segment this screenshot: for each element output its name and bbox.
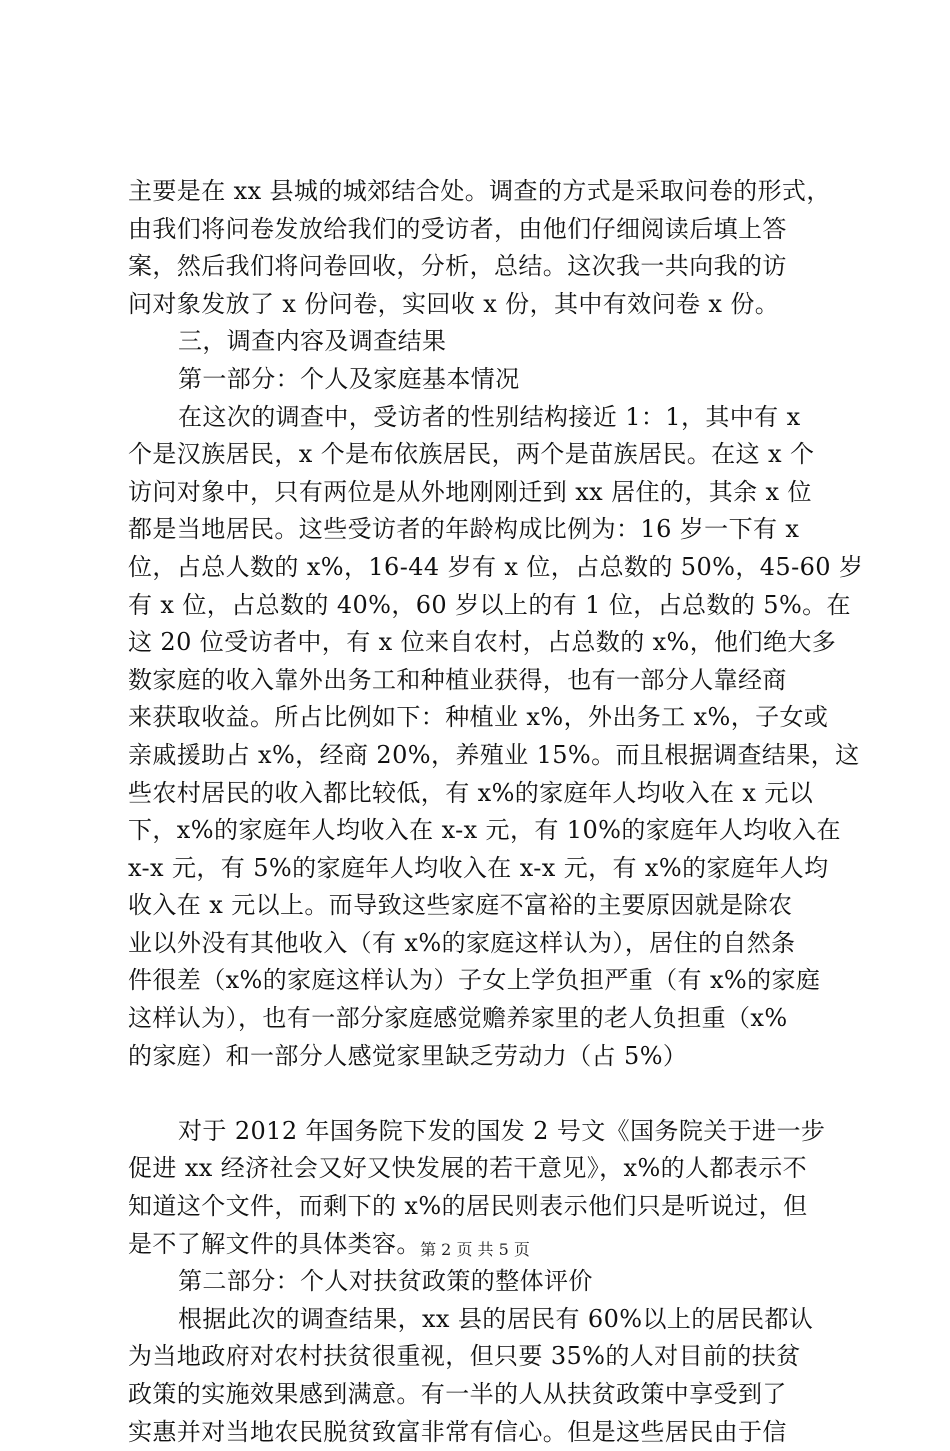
text-line: 促进 xx 经济社会又好又快发展的若干意见》，x%的人都表示不 bbox=[128, 1154, 808, 1183]
subsection-heading: 第二部分：个人对扶贫政策的整体评价 bbox=[178, 1267, 593, 1296]
text-line: 访问对象中，只有两位是从外地刚刚迁到 xx 居住的，其余 x 位 bbox=[128, 477, 812, 506]
text-line: 业以外没有其他收入（有 x%的家庭这样认为），居住的自然条 bbox=[128, 928, 796, 957]
text-line: 问对象发放了 x 份问卷，实回收 x 份，其中有效问卷 x 份。 bbox=[128, 289, 780, 318]
text-line: 的家庭）和一部分人感觉家里缺乏劳动力（占 5%） bbox=[128, 1041, 688, 1070]
text-line: 知道这个文件，而剩下的 x%的居民则表示他们只是听说过，但 bbox=[128, 1192, 808, 1221]
text-line: 下，x%的家庭年人均收入在 x-x 元，有 10%的家庭年人均收入在 bbox=[128, 816, 841, 845]
text-line: 由我们将问卷发放给我们的受访者，由他们仔细阅读后填上答 bbox=[128, 214, 787, 243]
text-line: 数家庭的收入靠外出务工和种植业获得，也有一部分人靠经商 bbox=[128, 665, 787, 694]
text-line: 对于 2012 年国务院下发的国发 2 号文《国务院关于进一步 bbox=[178, 1116, 826, 1145]
text-line: 为当地政府对农村扶贫很重视，但只要 35%的人对目前的扶贫 bbox=[128, 1342, 801, 1371]
page-number-footer: 第 2 页 共 5 页 bbox=[420, 1240, 530, 1259]
text-line: 主要是在 xx 县城的城郊结合处。调查的方式是采取问卷的形式， bbox=[128, 177, 831, 205]
text-line: 实惠并对当地农民脱贫致富非常有信心。但是这些居民由于信 bbox=[128, 1417, 787, 1446]
text-line: 根据此次的调查结果，xx 县的居民有 60%以上的居民都认 bbox=[178, 1304, 814, 1333]
subsection-heading: 第一部分：个人及家庭基本情况 bbox=[178, 364, 520, 393]
text-line: 是不了解文件的具体类容。 bbox=[128, 1229, 421, 1258]
text-line: 来获取收益。所占比例如下：种植业 x%，外出务工 x%，子女或 bbox=[128, 703, 829, 732]
text-line: 案，然后我们将问卷回收，分析，总结。这次我一共向我的访 bbox=[128, 252, 787, 281]
text-line: 件很差（x%的家庭这样认为）子女上学负担严重（有 x%的家庭 bbox=[128, 966, 821, 995]
section-heading: 三，调查内容及调查结果 bbox=[178, 327, 447, 356]
text-line: 这样认为），也有一部分家庭感觉赡养家里的老人负担重（x% bbox=[128, 1004, 788, 1033]
text-line: x-x 元，有 5%的家庭年人均收入在 x-x 元，有 x%的家庭年人均 bbox=[128, 853, 829, 882]
text-line bbox=[128, 1075, 828, 1113]
text-line: 这 20 位受访者中，有 x 位来自农村，占总数的 x%，他们绝大多 bbox=[128, 628, 837, 657]
text-line: 在这次的调查中，受访者的性别结构接近 1：1，其中有 x bbox=[178, 402, 801, 431]
text-line: 都是当地居民。这些受访者的年龄构成比例为：16 岁一下有 x bbox=[128, 515, 800, 544]
text-line: 些农村居民的收入都比较低，有 x%的家庭年人均收入在 x 元以 bbox=[128, 778, 814, 807]
text-line: 亲戚援助占 x%，经商 20%，养殖业 15%。而且根据调查结果，这 bbox=[128, 740, 860, 769]
text-line: 位，占总人数的 x%，16-44 岁有 x 位，占总数的 50%，45-60 岁 bbox=[128, 552, 864, 581]
text-line: 收入在 x 元以上。而导致这些家庭不富裕的主要原因就是除农 bbox=[128, 891, 793, 920]
text-line: 有 x 位，占总数的 40%，60 岁以上的有 1 位，占总数的 5%。在 bbox=[128, 590, 851, 619]
text-line: 政策的实施效果感到满意。有一半的人从扶贫政策中享受到了 bbox=[128, 1380, 787, 1408]
text-line: 个是汉族居民，x 个是布依族居民，两个是苗族居民。在这 x 个 bbox=[128, 440, 815, 469]
